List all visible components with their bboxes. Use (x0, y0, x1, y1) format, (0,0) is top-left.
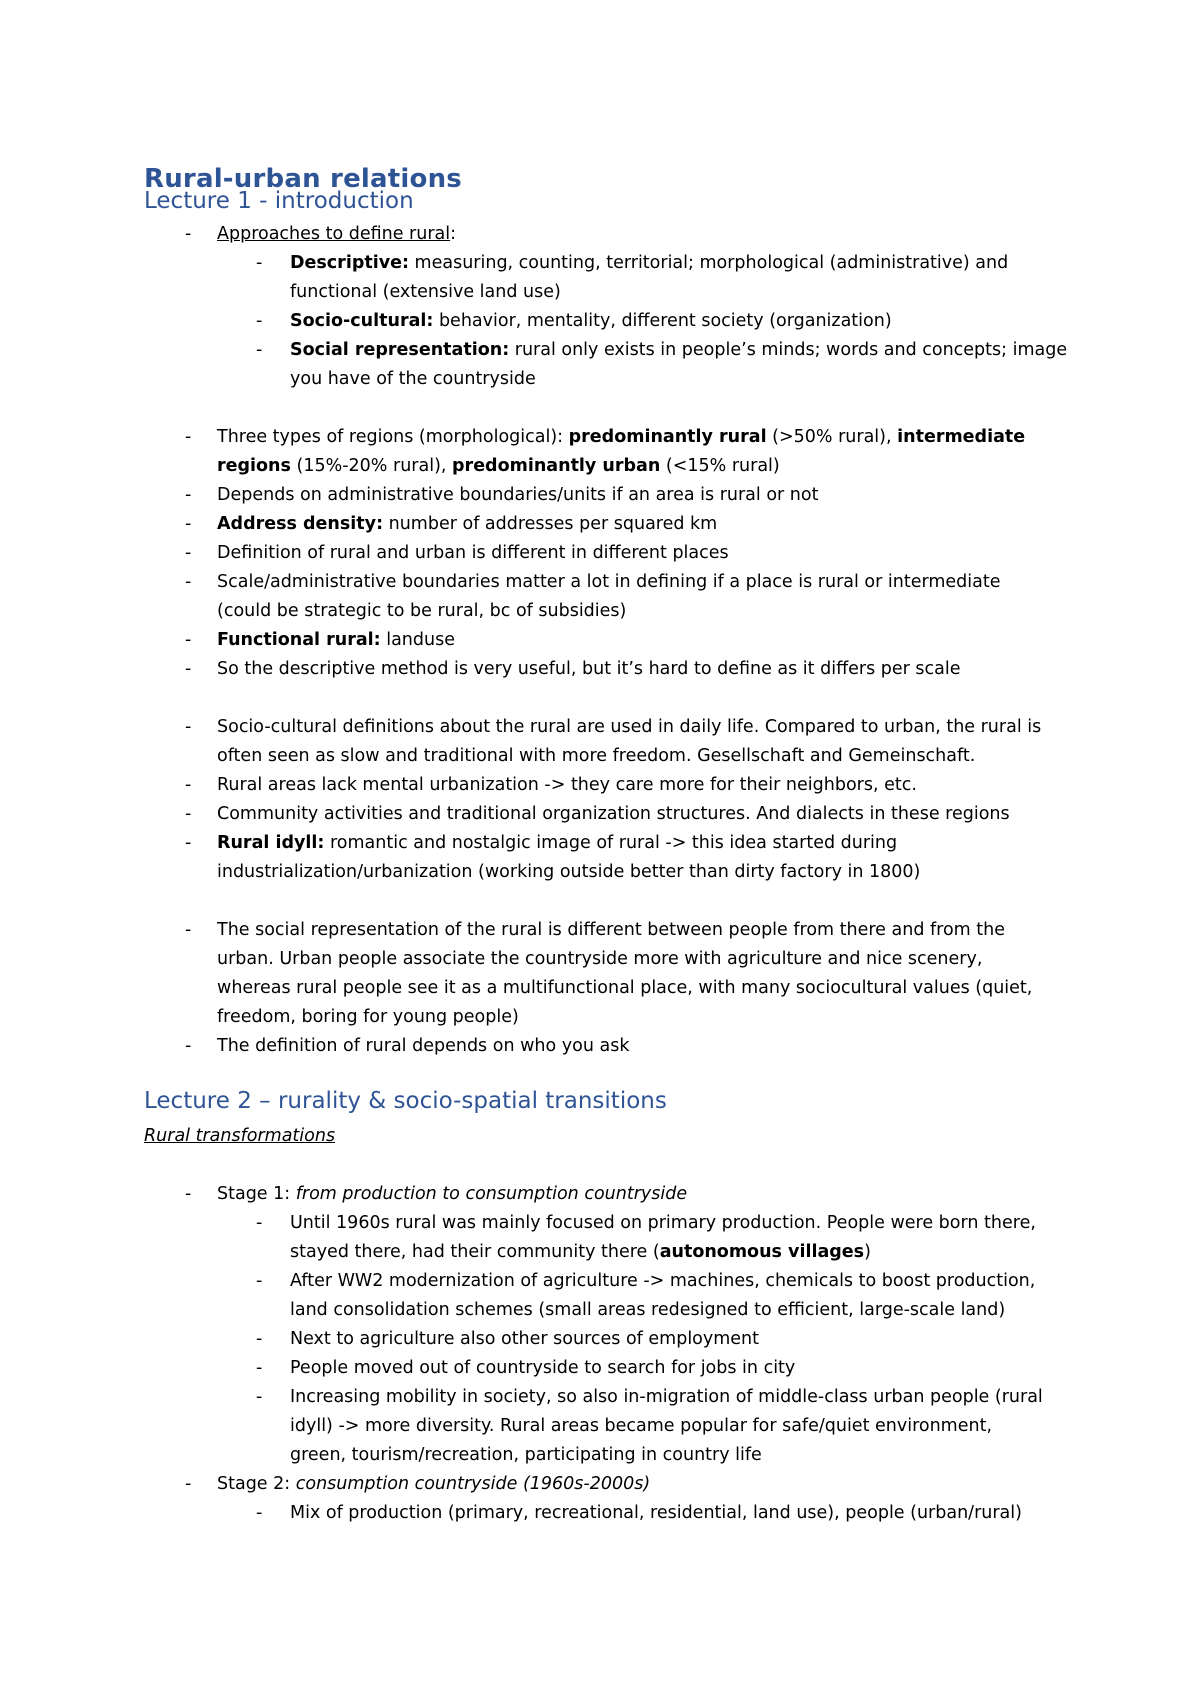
list-item: Next to agriculture also other sources of employment (290, 1329, 760, 1349)
list-item: People moved out of countryside to search for jobs in city (290, 1358, 796, 1378)
list-item: Increasing mobility in society, so also in-migration of middle-class urban people (rural (290, 1387, 1043, 1407)
bullet: - (256, 1271, 263, 1291)
bullet: - (185, 659, 192, 679)
bullet: - (185, 775, 192, 795)
list-item-continued: functional (extensive land use) (290, 282, 561, 302)
bullet: - (185, 485, 192, 505)
bullet: - (256, 1503, 263, 1523)
list-item: Depends on administrative boundaries/units if an area is rural or not (217, 485, 819, 505)
bullet: - (185, 920, 192, 940)
list-item: Socio-cultural: behavior, mentality, different society (organization) (290, 311, 892, 331)
list-item: Mix of production (primary, recreational, residential, land use), people (urban/rural) (290, 1503, 1022, 1523)
bullet: - (185, 1474, 192, 1494)
list-item: The definition of rural depends on who you ask (217, 1036, 630, 1056)
list-item: Address density: number of addresses per squared km (217, 514, 718, 534)
lecture-2-heading: Lecture 2 – rurality & socio-spatial transitions (144, 1088, 667, 1114)
list-item: Until 1960s rural was mainly focused on primary production. People were born there, (290, 1213, 1036, 1233)
list-item-continued: green, tourism/recreation, participating in country life (290, 1445, 762, 1465)
bullet: - (256, 311, 263, 331)
list-item: After WW2 modernization of agriculture -> machines, chemicals to boost production, (290, 1271, 1036, 1291)
list-item-continued: often seen as slow and traditional with more freedom. Gesellschaft and Gemeinschaft. (217, 746, 976, 766)
bullet: - (256, 253, 263, 273)
list-item: Stage 2: consumption countryside (1960s-2000s) (217, 1474, 651, 1494)
lecture-1-heading: Lecture 1 - introduction (144, 188, 414, 214)
list-item-continued: urban. Urban people associate the countryside more with agriculture and nice scenery, (217, 949, 983, 969)
list-item: Rural areas lack mental urbanization -> they care more for their neighbors, etc. (217, 775, 917, 795)
bullet: - (185, 572, 192, 592)
list-item-continued: you have of the countryside (290, 369, 536, 389)
list-item: Descriptive: measuring, counting, territorial; morphological (administrative) and (290, 253, 1009, 273)
bullet: - (256, 1329, 263, 1349)
bullet: - (185, 804, 192, 824)
list-item: So the descriptive method is very useful, but it’s hard to define as it differs per scale (217, 659, 961, 679)
list-item: Three types of regions (morphological): predominantly rural (>50% rural), intermediate (217, 427, 1026, 447)
list-item: The social representation of the rural is different between people from there and from the (217, 920, 1006, 940)
bullet: - (185, 427, 192, 447)
list-item-continued: idyll) -> more diversity. Rural areas became popular for safe/quiet environment, (290, 1416, 993, 1436)
list-item: Scale/administrative boundaries matter a lot in defining if a place is rural or intermediate (217, 572, 1001, 592)
subheading: Rural transformations (144, 1126, 336, 1146)
document-title: Rural-urban relations (144, 164, 462, 194)
list-item: Approaches to define rural: (217, 224, 457, 244)
list-item: Community activities and traditional organization structures. And dialects in these regions (217, 804, 1010, 824)
list-item: Stage 1: from production to consumption countryside (217, 1184, 688, 1204)
bullet: - (185, 717, 192, 737)
list-item: Social representation: rural only exists in people’s minds; words and concepts; image (290, 340, 1068, 360)
bullet: - (256, 1213, 263, 1233)
list-item: Functional rural: landuse (217, 630, 455, 650)
list-item: Rural idyll: romantic and nostalgic image of rural -> this idea started during (217, 833, 898, 853)
bullet: - (185, 630, 192, 650)
bullet: - (256, 1387, 263, 1407)
bullet: - (256, 340, 263, 360)
list-item-continued: industrialization/urbanization (working outside better than dirty factory in 1800) (217, 862, 921, 882)
list-item-continued: regions (15%-20% rural), predominantly urban (<15% rural) (217, 456, 780, 476)
list-item-continued: freedom, boring for young people) (217, 1007, 519, 1027)
bullet: - (185, 514, 192, 534)
list-item-continued: (could be strategic to be rural, bc of subsidies) (217, 601, 627, 621)
bullet: - (185, 224, 192, 244)
bullet: - (185, 1036, 192, 1056)
list-item-continued: whereas rural people see it as a multifunctional place, with many sociocultural values (quiet, (217, 978, 1033, 998)
bullet: - (185, 1184, 192, 1204)
bullet: - (256, 1358, 263, 1378)
bullet: - (185, 833, 192, 853)
list-item-continued: land consolidation schemes (small areas redesigned to efficient, large-scale land) (290, 1300, 1006, 1320)
bullet: - (185, 543, 192, 563)
list-item-continued: stayed there, had their community there (autonomous villages) (290, 1242, 871, 1262)
list-item: Socio-cultural definitions about the rural are used in daily life. Compared to urban, the rural is (217, 717, 1042, 737)
list-item: Definition of rural and urban is different in different places (217, 543, 729, 563)
